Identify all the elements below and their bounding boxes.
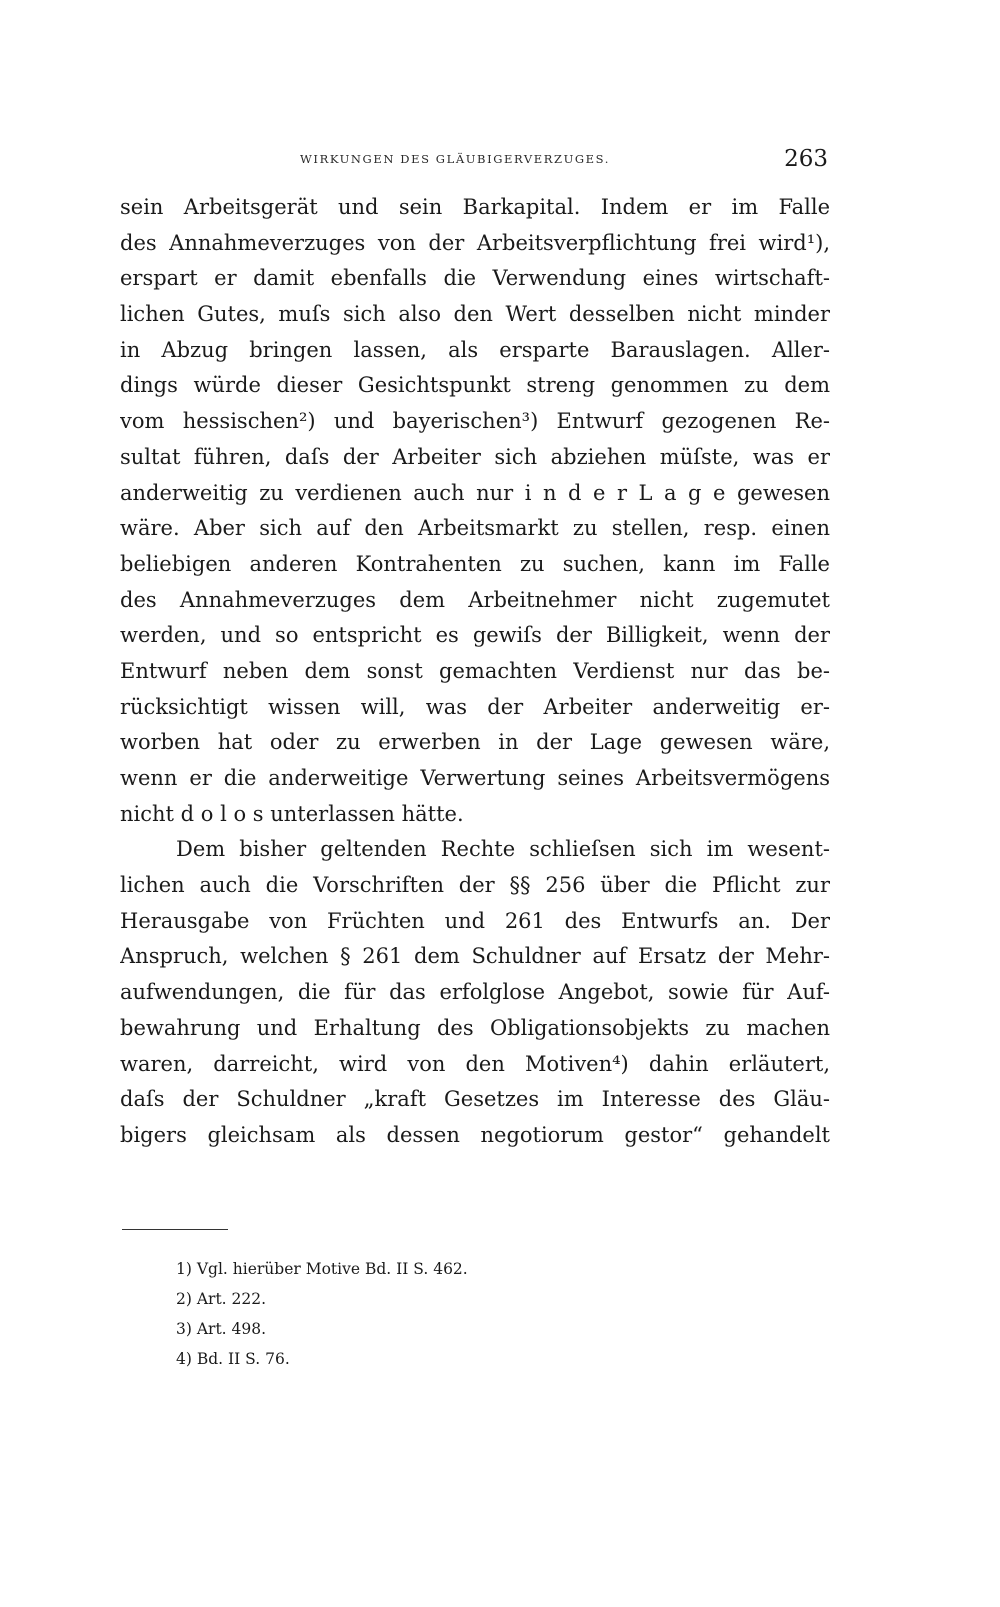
page-number: 263 xyxy=(784,146,828,172)
text-line: bigers gleichsam als dessen negotiorum gestor“ gehandelt xyxy=(120,1122,830,1147)
body-text xyxy=(120,190,830,1154)
text-line: Herausgabe von Früchten und 261 des Entwurfs an. Der xyxy=(120,908,830,933)
text-line: Entwurf neben dem sonst gemachten Verdienst nur das be- xyxy=(120,658,830,683)
footnote: 4) Bd. II S. 76. xyxy=(176,1350,290,1368)
text-line: des Annahmeverzuges dem Arbeitnehmer nicht zugemutet xyxy=(120,587,830,612)
text-line: lichen Gutes, muſs sich also den Wert desselben nicht minder xyxy=(120,302,830,327)
text-line: des Annahmeverzuges von der Arbeitsverpflichtung frei wird¹), xyxy=(120,230,830,255)
text-line: wäre. Aber sich auf den Arbeitsmarkt zu stellen, resp. einen xyxy=(120,516,830,541)
text-line-paragraph-start: Dem bisher geltenden Rechte schlieſsen sich im wesent- xyxy=(176,837,830,862)
footnote: 3) Art. 498. xyxy=(176,1320,267,1338)
text-line: sultat führen, daſs der Arbeiter sich abziehen müſste, was er xyxy=(120,444,830,469)
text-line: Anspruch, welchen § 261 dem Schuldner auf Ersatz der Mehr- xyxy=(120,944,830,969)
text-line: dings würde dieser Gesichtspunkt streng genommen zu dem xyxy=(120,373,830,398)
text-line: waren, darreicht, wird von den Motiven⁴) dahin erläutert, xyxy=(120,1051,830,1076)
text-line: beliebigen anderen Kontrahenten zu suchen, kann im Falle xyxy=(120,551,830,576)
footnote: 1) Vgl. hierüber Motive Bd. II S. 462. xyxy=(176,1260,468,1278)
text-line: wenn er die anderweitige Verwertung seines Arbeitsvermögens xyxy=(120,766,830,790)
text-line: bewahrung und Erhaltung des Obligationsobjekts zu machen xyxy=(120,1015,830,1040)
running-title: WIRKUNGEN DES GLÄUBIGERVERZUGES. xyxy=(300,152,610,166)
footnotes xyxy=(176,1254,468,1374)
text-line: in Abzug bringen lassen, als ersparte Barauslagen. Aller- xyxy=(120,337,830,362)
text-line: werden, und so entspricht es gewiſs der Billigkeit, wenn der xyxy=(120,623,830,648)
text-line: erspart er damit ebenfalls die Verwendung eines wirtschaft- xyxy=(120,266,830,291)
text-line: lichen auch die Vorschriften der §§ 256 über die Pflicht zur xyxy=(120,873,830,898)
text-line: vom hessischen²) und bayerischen³) Entwurf gezogenen Re- xyxy=(120,409,830,434)
text-line: aufwendungen, die für das erfolglose Angebot, sowie für Auf- xyxy=(120,980,830,1005)
footnote: 2) Art. 222. xyxy=(176,1290,267,1308)
footnote-divider xyxy=(122,1229,228,1230)
text-line: worben hat oder zu erwerben in der Lage gewesen wäre, xyxy=(120,730,830,755)
text-line: daſs der Schuldner „kraft Gesetzes im Interesse des Gläu- xyxy=(120,1087,830,1112)
text-line: nicht d o l o s unterlassen hätte. xyxy=(120,801,464,826)
text-line: anderweitig zu verdienen auch nur i n d e r L a g e gewesen xyxy=(120,480,830,505)
text-line: sein Arbeitsgerät und sein Barkapital. Indem er im Falle xyxy=(120,195,830,219)
text-line: rücksichtigt wissen will, was der Arbeiter anderweitig er- xyxy=(120,694,830,719)
